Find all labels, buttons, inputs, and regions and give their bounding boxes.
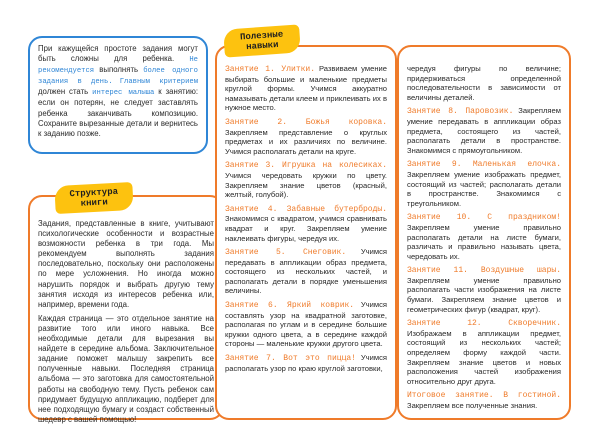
lesson-title: Занятие 1. Улитки. (225, 65, 316, 74)
lesson-text: Закрепляем умение правильно располагать детали на листе бумаги, различать и правильно называть цвета, чередовать их. (407, 222, 561, 261)
skills-continued-section (397, 45, 571, 420)
intro-highlight-1: Не рекомендуется (38, 56, 198, 76)
structure-title: Структура книги (54, 182, 133, 214)
lesson-text: Закрепляем представление о круглых предметах и их различиях по величине. Учимся располагать детали на круге. (225, 127, 387, 156)
lesson-text: Изображаем в аппликации предмет, состоящий из нескольких частей; определяем форму каждой части. Закрепляем знание цветов и новых расположения частей изображения относительно друг друга. (407, 328, 561, 386)
lesson-11 (407, 265, 561, 314)
intro-text-1: При кажущейся простоте задания могут быть сложны для ребенка. (38, 44, 198, 64)
intro-text-2: выполнять (99, 65, 139, 75)
lesson-5 (225, 247, 387, 296)
lesson-text: Закрепляем умение правильно располагать части изображения на листе бумаги. Закрепляем знание цветов и геометрических фигур (квадрат, круг). (407, 275, 561, 314)
lesson-4 (225, 204, 387, 243)
lesson-text: Учимся передавать в аппликации образ предмета, состоящего из нескольких частей, и располагать детали в порядке уменьшения величины. (225, 247, 387, 296)
lesson-final (407, 390, 561, 410)
lesson-title: Занятие 12. Скворечник. (407, 319, 561, 329)
lesson-title: Занятие 4. Забавные бутерброды. (225, 204, 387, 214)
lesson-2 (225, 117, 387, 156)
lesson-1 (225, 64, 387, 113)
lesson-text: Учимся составлять узор на квадратной заготовке, располагая по углам и в середине большие кружки одного цвета, а в середине каждой стороны — маленькие кружки другого цвета. (225, 300, 387, 349)
lesson-title: Занятие 6. Яркий коврик. (225, 301, 355, 311)
intro-text-4: к занятию: если он потерян, не следует заставлять ребенка заканчивать композицию. Сохраните вырезанные детали и вернитесь к заданию позже. (38, 87, 198, 138)
lesson-title: Занятие 7. Вот это пицца! (225, 354, 356, 364)
lesson-10 (407, 212, 561, 261)
lesson-title: Занятие 2. Божья коровка. (225, 117, 387, 127)
lesson-title: Занятие 8. Паровозик. (407, 107, 514, 117)
lesson-text: Развиваем умение выбирать большие и маленькие предметы круглой формы. Учимся аккуратно намазывать детали клеем и приклеивать их в нужное место. (225, 64, 387, 113)
structure-paragraph-2: Каждая страница — это отдельное занятие на развитие того или иного навыка. Все необходимые детали для вырезания вы найдете в середине альбома. Заключительное задание поможет малышу закрепить все полученные навыки. Последняя страница альбома — это заготовка для самостоятельной работы на свободную тему. Пусть ребенок сам придумает будущую аппликацию, подберет для нее подходящую бумагу и создаст собственный шедевр с вашей помощью! (38, 313, 214, 424)
intro-note (28, 36, 208, 154)
lesson-title: Занятие 10. С праздником! (407, 213, 561, 223)
lesson-text: Закрепляем умение изображать предмет, состоящий из частей; располагать детали в пространстве. Знакомимся с треугольником. (407, 169, 561, 208)
lesson-3 (225, 160, 387, 199)
lesson-text: Закрепляем умение передавать в аппликации образ предмета, состоящего из частей, располагать детали в пространстве. Знакомимся с прямоугольником. (407, 106, 561, 155)
lesson-text: Учимся располагать узор по краю круглой заготовки, (225, 353, 387, 373)
lesson-7-continued: чередуя фигуры по величине; придерживаться определенной последовательности в зависимости от величины деталей. (407, 64, 561, 102)
structure-paragraph-1: Задания, представленные в книге, учитывают психологические особенности и возрастные возможности ребенка в три года. Мы рекомендуем выполнять задания последовательно, поскольку они расположены по мере усложнения. Но иногда можно нарушить порядок и выбрать другую тему занятия исходя из интересов ребенка или, например, времени года. (38, 219, 214, 309)
lesson-text: Знакомимся с квадратом, учимся сравнивать квадрат и круг. Закрепляем умение наклеивать фигуры, чередуя их. (225, 214, 387, 243)
lesson-title: Занятие 5. Снеговик. (225, 248, 347, 258)
lesson-9 (407, 159, 561, 208)
intro-text-3: должен стать (38, 87, 89, 97)
intro-text (38, 44, 198, 139)
lesson-title: Занятие 9. Маленькая елочка. (407, 160, 561, 170)
lesson-7 (225, 353, 387, 373)
lesson-6 (225, 300, 387, 349)
lesson-continuation (407, 64, 561, 102)
lesson-12 (407, 318, 561, 386)
lesson-text: Закрепляем все полученные знания. (407, 401, 538, 410)
skills-section (215, 45, 397, 420)
lesson-title: Итоговое занятие. В гостиной. (407, 391, 561, 401)
skills-title: Полезные навыки (223, 24, 301, 57)
lesson-title: Занятие 3. Игрушка на колесиках. (225, 161, 387, 171)
structure-section (28, 195, 224, 424)
lesson-8 (407, 106, 561, 155)
intro-highlight-2: более одного задания в день. (38, 67, 198, 87)
intro-highlight-3: Главным критерием (119, 78, 199, 87)
lesson-text: Учимся чередовать кружки по цвету. Закрепляем знание цветов (красный, желтый, голубой). (225, 170, 387, 200)
lesson-title: Занятие 11. Воздушные шары. (407, 266, 561, 276)
intro-highlight-4: интерес малыша (92, 89, 155, 98)
